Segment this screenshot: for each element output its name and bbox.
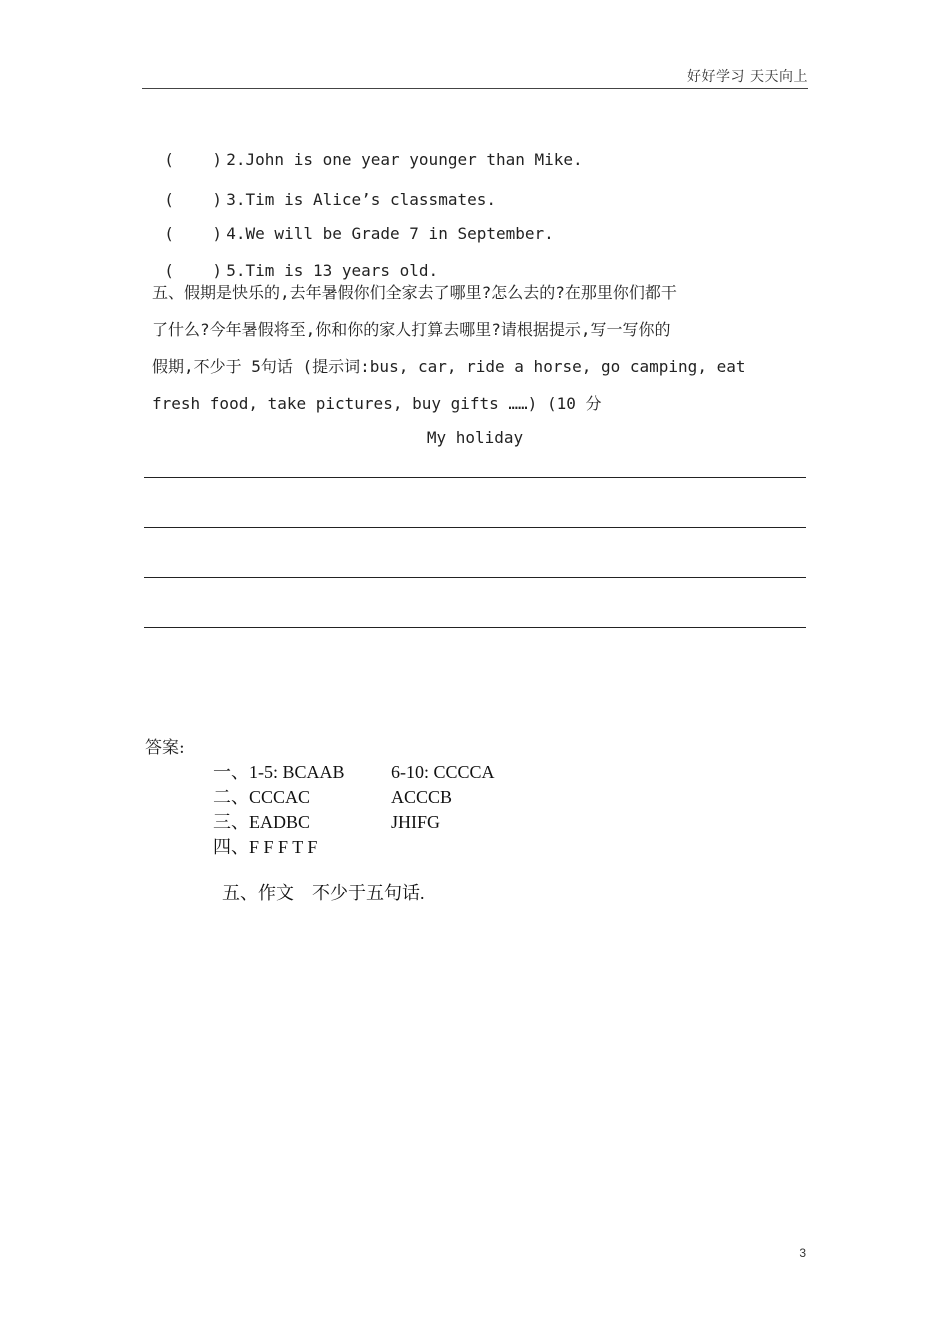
header-divider bbox=[142, 88, 808, 89]
answer-blank[interactable]: ( ) bbox=[164, 150, 223, 169]
answer-left: 四、F F F T F bbox=[213, 837, 318, 857]
answer-right: JHIFG bbox=[391, 812, 441, 832]
statement-text: 2.John is one year younger than Mike. bbox=[226, 150, 583, 169]
header-motto: 好好学习 天天向上 bbox=[687, 69, 808, 85]
answer-blank[interactable]: ( ) bbox=[164, 190, 223, 209]
answer-row bbox=[213, 783, 452, 809]
true-false-item bbox=[145, 131, 583, 169]
answer-row bbox=[213, 808, 440, 834]
answer-left: 五、作文 不少于五句话. bbox=[222, 883, 425, 903]
answer-blank[interactable]: ( ) bbox=[164, 261, 223, 280]
answer-row bbox=[213, 858, 425, 905]
statement-text: 5.Tim is 13 years old. bbox=[226, 261, 439, 280]
answer-left: 一、1-5: BCAAB bbox=[213, 762, 345, 782]
answers-heading: 答案: bbox=[145, 738, 185, 758]
answer-right: ACCCB bbox=[391, 787, 453, 807]
essay-title: My holiday bbox=[426, 428, 524, 447]
writing-prompt bbox=[152, 274, 792, 422]
true-false-item bbox=[145, 205, 554, 243]
answer-left: 三、EADBC bbox=[213, 812, 311, 832]
answer-left: 二、CCCAC bbox=[213, 787, 311, 807]
answer-blank[interactable]: ( ) bbox=[164, 224, 223, 243]
writing-line[interactable] bbox=[144, 477, 806, 478]
writing-line[interactable] bbox=[144, 527, 806, 528]
answer-row bbox=[213, 758, 495, 784]
page-number: 3 bbox=[799, 1246, 806, 1260]
writing-line[interactable] bbox=[144, 627, 806, 628]
true-false-item bbox=[145, 171, 496, 209]
prompt-line: 假期,不少于 5句话 (提示词:bus, car, ride a horse, go camping, eat bbox=[152, 357, 746, 376]
prompt-line: 五、假期是快乐的,去年暑假你们全家去了哪里?怎么去的?在那里你们都干 bbox=[152, 283, 677, 302]
statement-text: 3.Tim is Alice’s classmates. bbox=[226, 190, 496, 209]
prompt-line: fresh food, take pictures, buy gifts ……) (10 分 bbox=[152, 394, 602, 413]
prompt-line: 了什么?今年暑假将至,你和你的家人打算去哪里?请根据提示,写一写你的 bbox=[152, 320, 671, 339]
statement-text: 4.We will be Grade 7 in September. bbox=[226, 224, 554, 243]
answer-row bbox=[213, 833, 391, 859]
writing-line[interactable] bbox=[144, 577, 806, 578]
answer-right: 6-10: CCCCA bbox=[391, 762, 495, 782]
